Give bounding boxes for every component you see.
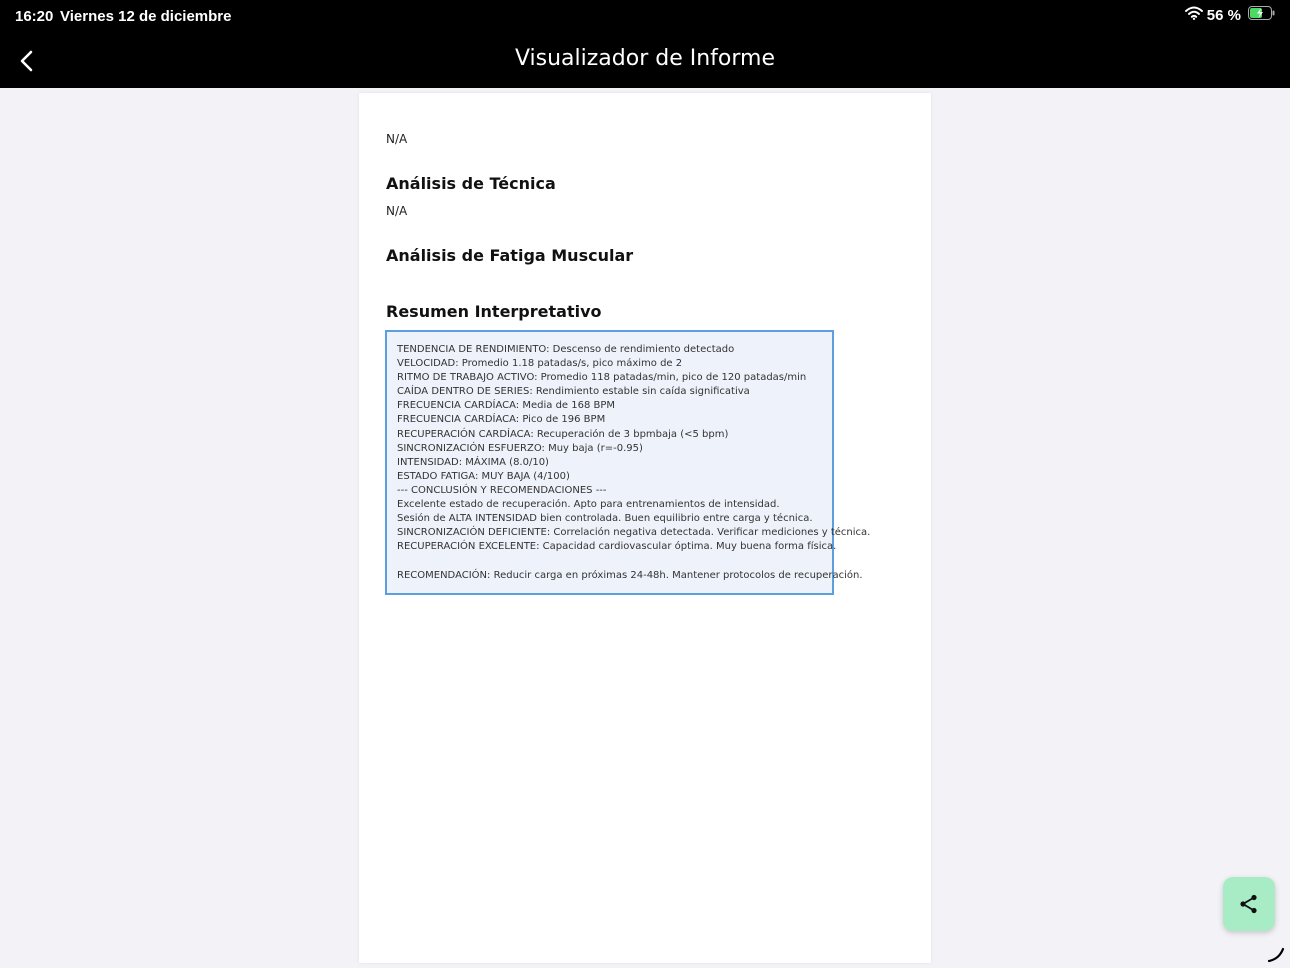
summary-line: Excelente estado de recuperación. Apto para entrenamientos de intensidad. [397,499,780,511]
summary-line: Sesión de ALTA INTENSIDAD bien controlada. Buen equilibrio entre carga y técnica. [397,513,813,525]
summary-heading: Resumen Interpretativo [386,302,602,321]
technique-heading: Análisis de Técnica [386,174,556,193]
status-right [1185,6,1276,24]
summary-line: SINCRONIZACIÓN ESFUERZO: Muy baja (r=-0.95) [397,442,643,454]
summary-line: INTENSIDAD: MÁXIMA (8.0/10) [397,456,549,468]
technique-value: N/A [386,204,408,218]
summary-line: RITMO DE TRABAJO ACTIVO: Promedio 118 patadas/min, pico de 120 patadas/min [397,372,807,384]
summary-line: FRECUENCIA CARDÍACA: Media de 168 BPM [397,400,616,412]
summary-line: --- CONCLUSIÓN Y RECOMENDACIONES --- [397,484,607,496]
summary-line: SINCRONIZACIÓN DEFICIENTE: Correlación negativa detectada. Verificar mediciones y técnica. [397,527,871,539]
summary-line: RECUPERACIÓN EXCELENTE: Capacidad cardiovascular óptima. Muy buena forma física. [397,541,837,553]
summary-box[interactable] [385,330,871,595]
wifi-icon [1185,6,1203,24]
summary-line: TENDENCIA DE RENDIMIENTO: Descenso de rendimiento detectado [397,344,735,355]
page-title: Visualizador de Informe [514,46,776,71]
summary-line: CAÍDA DENTRO DE SERIES: Rendimiento estable sin caída significativa [397,386,750,398]
status-time: 16:20 [15,8,54,25]
summary-line: FRECUENCIA CARDÍACA: Pico de 196 BPM [397,414,606,426]
top-value: N/A [386,132,408,146]
report-page [359,93,931,963]
share-button[interactable] [1223,877,1275,931]
status-bar [0,0,1290,32]
summary-line: RECOMENDACIÓN: Reducir carga en próximas 24-48h. Mantener protocolos de recuperación. [397,569,863,581]
summary-line [397,554,822,568]
summary-line: VELOCIDAD: Promedio 1.18 patadas/s, pico máximo de 2 [397,358,683,370]
battery-charging-icon [1248,6,1276,24]
share-icon [1238,893,1260,915]
resize-handle-icon [1266,944,1286,964]
summary-line: ESTADO FATIGA: MUY BAJA (4/100) [397,470,570,482]
nav-bar [0,32,1290,88]
summary-line: RECUPERACIÓN CARDÍACA: Recuperación de 3 bpmbaja (<5 bpm) [397,428,729,440]
fatigue-heading: Análisis de Fatiga Muscular [386,246,634,265]
status-date: Viernes 12 de diciembre [60,8,232,25]
battery-percentage: 56 % [1206,6,1241,24]
